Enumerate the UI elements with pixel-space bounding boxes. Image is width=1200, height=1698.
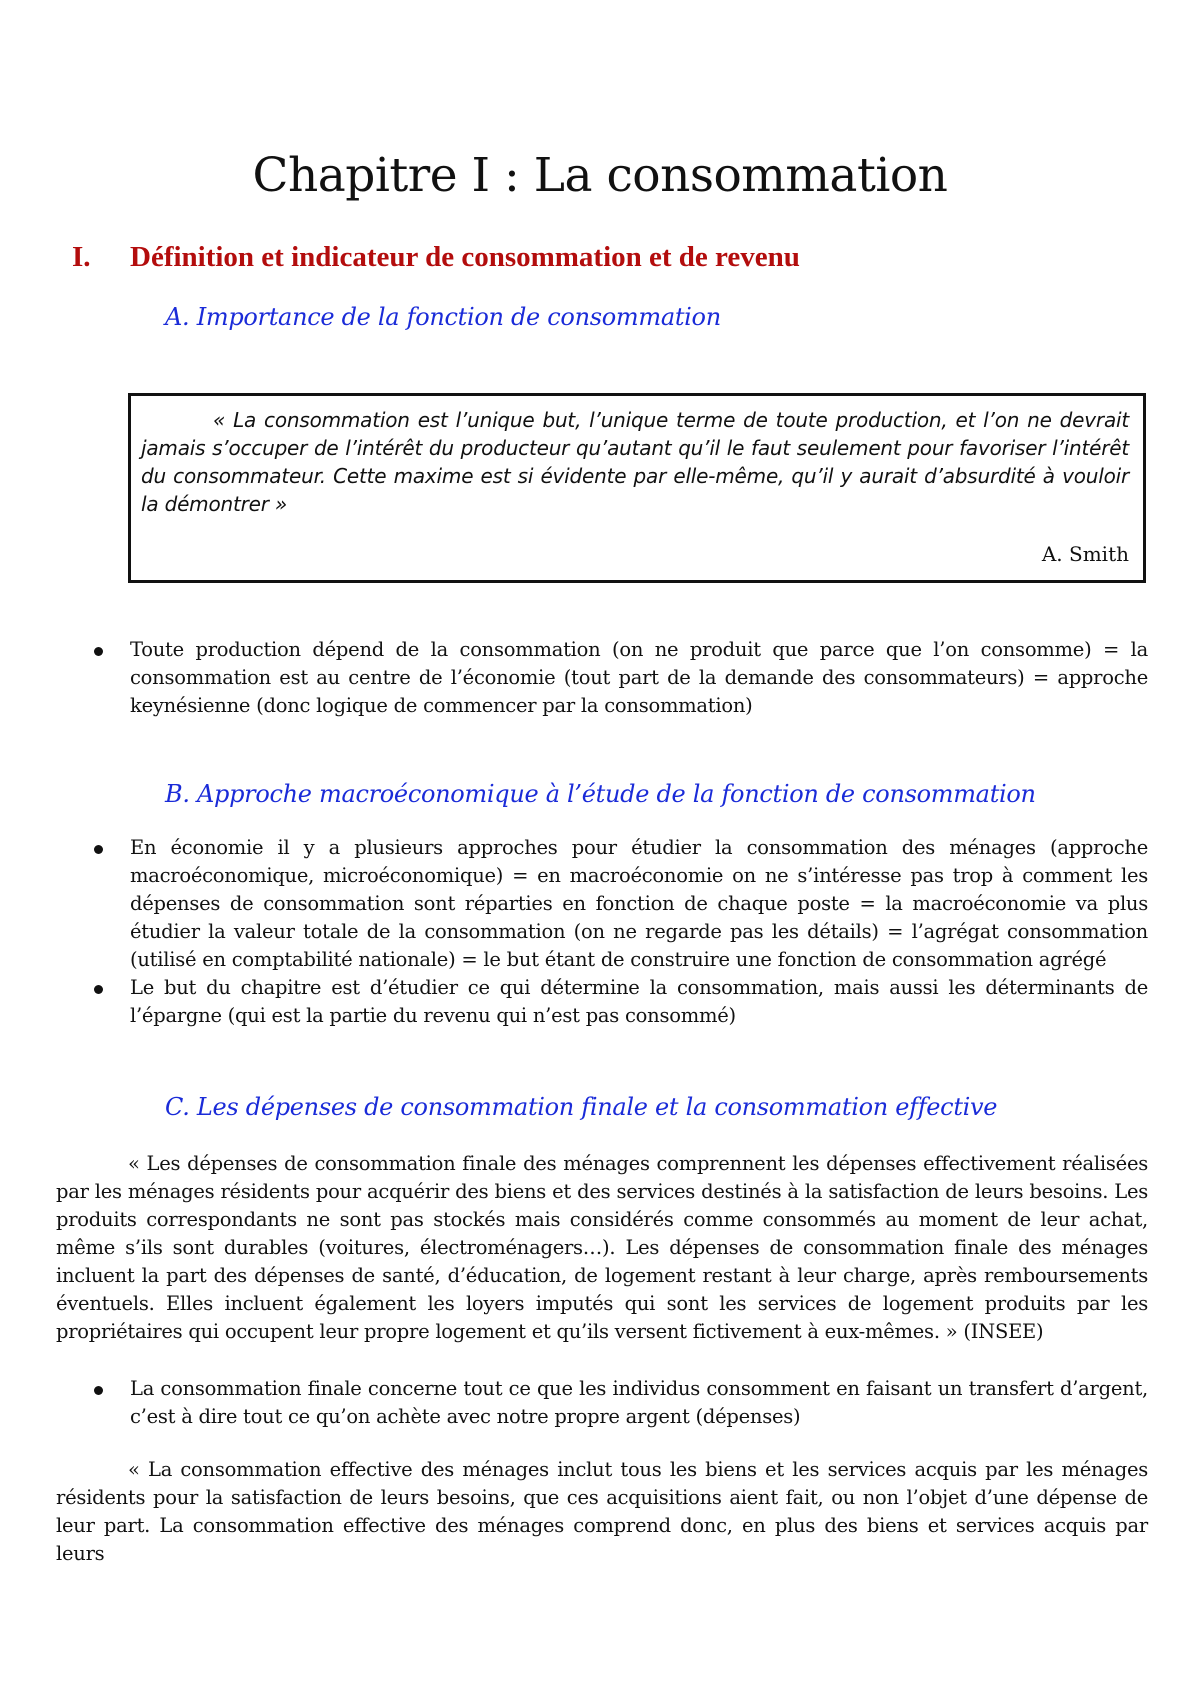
bullet-list-a (94, 636, 1148, 720)
quote-text: « La consommation est l’unique but, l’unique terme de toute production, et l’on ne devrait jamais s’occuper de l’intérêt du producteur qu’autant qu’il le faut seulement pour favoriser l’intérêt du consommateur. Cette maxime est si évidente par elle-même, qu’il y aurait d’absurdité à vouloir la démontrer » (141, 408, 1129, 516)
bullet-list-b (94, 834, 1148, 1030)
bullet-icon (94, 1386, 103, 1395)
section-heading-text: Définition et indicateur de consommation et de revenu (130, 241, 800, 273)
subsection-heading-c: C. Les dépenses de consommation finale et la consommation effective (165, 1093, 998, 1121)
insee-definition-paragraph: « Les dépenses de consommation finale des ménages comprennent les dépenses effectivement réalisées par les ménages résidents pour acquérir des biens et des services destinés à la satisfaction de leurs besoins. Les produits correspondants ne sont pas stockés mais considérés comme consommés au moment de leur achat, même s’ils sont durables (voitures, électroménagers…). Les dépenses de consommation finale des ménages incluent la part des dépenses de santé, d’éducation, de logement restant à leur charge, après remboursements éventuels. Elles incluent également les loyers imputés qui sont les services de logement produits par les propriétaires qui occupent leur propre logement et qu’ils versent fictivement à eux-mêmes. » (INSEE) (56, 1152, 1148, 1343)
list-item (94, 974, 1148, 1030)
bullet-icon (94, 845, 103, 854)
quote-box (128, 393, 1146, 583)
list-item (94, 1375, 1148, 1431)
section-number: I. (72, 241, 91, 273)
effective-consumption-paragraph: « La consommation effective des ménages inclut tous les biens et les services acquis par les ménages résidents pour la satisfaction de leurs besoins, que ces acquisitions aient fait, ou non l’objet d’une dépense de leur part. La consommation effective des ménages comprend donc, en plus des biens et services acquis par leurs (56, 1458, 1148, 1565)
subsection-heading-b: B. Approche macroéconomique à l’étude de la fonction de consommation (165, 780, 1036, 808)
list-item (94, 636, 1148, 720)
quote-author: A. Smith (1041, 542, 1129, 566)
bullet-icon (94, 985, 103, 994)
list-item-text: En économie il y a plusieurs approches pour étudier la consommation des ménages (approche macroéconomique, microéconomique) = en macroéconomie on ne s’intéresse pas trop à comment les dépenses de consommation sont réparties en fonction de chaque poste = la macroéconomie va plus étudier la valeur totale de la consommation (on ne regarde pas les détails) = l’agrégat consommation (utilisé en comptabilité nationale) = le but étant de construire une fonction de consommation agrégé (130, 836, 1148, 971)
chapter-title: Chapitre I : La consommation (252, 148, 948, 203)
bullet-icon (94, 647, 103, 656)
list-item-text: Toute production dépend de la consommation (on ne produit que parce que l’on consomme) = la consommation est au centre de l’économie (tout part de la demande des consommateurs) = approche keynésienne (donc logique de commencer par la consommation) (130, 638, 1148, 717)
bullet-list-c (94, 1375, 1148, 1431)
section-heading-1 (72, 241, 800, 274)
list-item-text: La consommation finale concerne tout ce que les individus consomment en faisant un transfert d’argent, c’est à dire tout ce qu’on achète avec notre propre argent (dépenses) (130, 1377, 1148, 1428)
list-item (94, 834, 1148, 974)
list-item-text: Le but du chapitre est d’étudier ce qui détermine la consommation, mais aussi les déterminants de l’épargne (qui est la partie du revenu qui n’est pas consommé) (130, 976, 1148, 1027)
subsection-heading-a: A. Importance de la fonction de consommation (165, 303, 721, 331)
